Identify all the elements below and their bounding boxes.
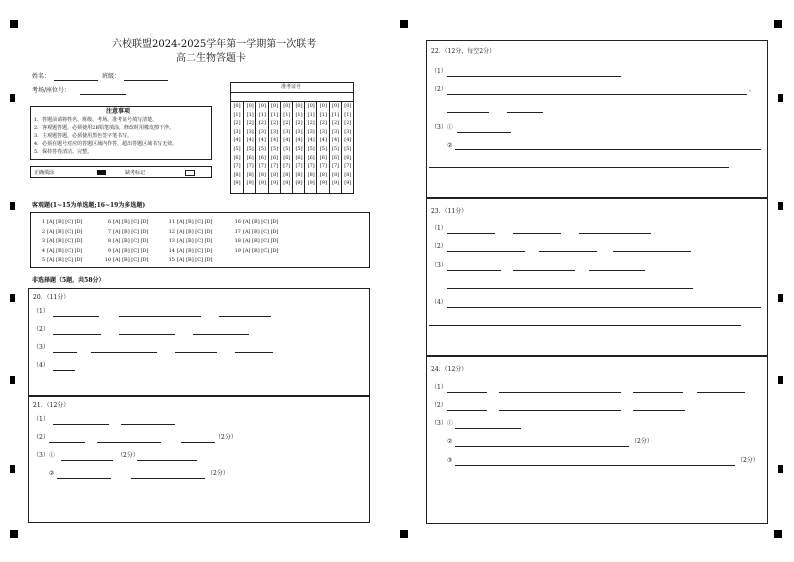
- answer-line[interactable]: [447, 233, 495, 234]
- q24-title: 24．（12分）: [431, 366, 468, 373]
- exam-id-bubble[interactable]: [2]: [319, 120, 327, 127]
- objective-question[interactable]: [103, 238, 149, 244]
- q24-box: [426, 356, 768, 524]
- q20-title: 20．（11分）: [33, 294, 70, 301]
- exam-id-column: [329, 102, 342, 194]
- answer-line[interactable]: [589, 270, 645, 271]
- class-label: 班级：: [102, 73, 121, 80]
- option-bubbles[interactable]: [A] [B] [C] [D]: [47, 238, 83, 245]
- exam-id-bubble[interactable]: [6]: [344, 154, 352, 161]
- exam-id-bubble[interactable]: [1]: [258, 111, 266, 118]
- exam-id-bubble[interactable]: [8]: [319, 171, 327, 178]
- exam-id-bubble[interactable]: [0]: [344, 103, 352, 109]
- exam-id-bubble[interactable]: [3]: [246, 128, 254, 135]
- exam-id-bubble[interactable]: [5]: [307, 145, 315, 152]
- exam-id-bubble[interactable]: [8]: [295, 171, 303, 178]
- exam-id-bubble[interactable]: [2]: [344, 120, 352, 127]
- question-number: 10: [104, 257, 111, 264]
- notice-title: 注意事项: [106, 108, 131, 115]
- objective-question[interactable]: [103, 257, 149, 263]
- exam-id-bubble[interactable]: [9]: [283, 180, 291, 187]
- q23-title: 23．（11分）: [431, 208, 468, 215]
- exam-id-bubble[interactable]: [6]: [271, 154, 279, 161]
- question-number: 11: [168, 219, 175, 225]
- exam-id-bubble[interactable]: [5]: [319, 145, 327, 152]
- name-field[interactable]: [54, 80, 98, 81]
- exam-id-bubble[interactable]: [0]: [332, 103, 340, 109]
- option-bubbles[interactable]: [A] [B] [C] [D]: [177, 247, 213, 254]
- objective-question[interactable]: [167, 219, 213, 225]
- exam-id-bubble[interactable]: [7]: [246, 163, 254, 170]
- answer-line[interactable]: [53, 334, 101, 335]
- answer-line[interactable]: [447, 392, 487, 393]
- question-number: 8: [107, 238, 111, 245]
- q23-row-label: （4）: [431, 299, 447, 306]
- exam-id-bubble[interactable]: [9]: [295, 180, 303, 187]
- timing-mark: [10, 94, 15, 102]
- question-number: 1: [41, 219, 45, 225]
- answer-line[interactable]: [97, 442, 161, 443]
- q24-row-label: （1）: [431, 384, 447, 391]
- question-number: 12: [168, 228, 175, 235]
- question-number: 19: [234, 247, 241, 254]
- exam-id-bubble[interactable]: [7]: [258, 163, 266, 170]
- q23-row-label: （1）: [431, 225, 447, 232]
- page-subtitle: 高二生物答题卡: [176, 53, 246, 64]
- exam-id-bubble[interactable]: [2]: [283, 120, 291, 127]
- objective-question[interactable]: [233, 238, 279, 244]
- exam-id-bubble[interactable]: [4]: [295, 137, 303, 144]
- period-mark: 。: [749, 86, 756, 93]
- circled-number: ②: [49, 470, 55, 477]
- exam-id-bubble[interactable]: [4]: [283, 137, 291, 144]
- page-title: 六校联盟2024-2025学年第一学期第一次联考: [112, 39, 317, 50]
- objective-question[interactable]: [37, 229, 83, 235]
- exam-id-bubble[interactable]: [5]: [344, 145, 352, 152]
- exam-id-bubble[interactable]: [3]: [233, 128, 241, 135]
- exam-id-bubble[interactable]: [5]: [258, 145, 266, 152]
- exam-id-bubble[interactable]: [6]: [295, 154, 303, 161]
- exam-id-bubble[interactable]: [5]: [271, 145, 279, 152]
- registration-mark: [400, 530, 408, 538]
- question-number: 7: [107, 228, 111, 235]
- answer-line[interactable]: [455, 149, 761, 150]
- exam-id-bubble[interactable]: [0]: [233, 103, 241, 109]
- exam-id-bubble[interactable]: [2]: [271, 120, 279, 127]
- exam-id-bubble[interactable]: [6]: [258, 154, 266, 161]
- exam-id-bubble[interactable]: [0]: [258, 103, 266, 109]
- answer-line[interactable]: [121, 424, 175, 425]
- exam-id-bubble[interactable]: [8]: [271, 171, 279, 178]
- answer-line[interactable]: [447, 270, 501, 271]
- exam-id-bubble[interactable]: [4]: [332, 137, 340, 144]
- exam-id-bubble[interactable]: [8]: [344, 171, 352, 178]
- q21-row-label: （3）①: [33, 452, 55, 459]
- answer-line[interactable]: [57, 478, 111, 479]
- answer-line[interactable]: [457, 132, 511, 133]
- answer-line[interactable]: [539, 251, 597, 252]
- timing-mark: [10, 294, 15, 302]
- exam-id-bubble[interactable]: [2]: [233, 120, 241, 127]
- question-number: 15: [168, 257, 175, 264]
- exam-id-bubble[interactable]: [3]: [283, 128, 291, 135]
- name-label: 姓名：: [32, 73, 51, 80]
- exam-id-column: [304, 102, 317, 194]
- answer-line[interactable]: [175, 352, 217, 353]
- exam-id-bubble[interactable]: [2]: [258, 120, 266, 127]
- answer-line[interactable]: [633, 410, 685, 411]
- exam-id-bubble[interactable]: [7]: [233, 163, 241, 170]
- objective-question[interactable]: [233, 229, 279, 235]
- registration-mark: [10, 20, 18, 28]
- q22-row-label: （1）: [431, 68, 447, 75]
- exam-id-bubble[interactable]: [4]: [319, 137, 327, 144]
- exam-id-bubble[interactable]: [9]: [307, 180, 315, 187]
- exam-id-bubble[interactable]: [1]: [233, 111, 241, 118]
- points-label: （2分）: [117, 452, 139, 459]
- exam-id-bubble[interactable]: [0]: [295, 103, 303, 109]
- q23-row-label: （3）: [431, 262, 447, 269]
- timing-mark: [778, 202, 783, 210]
- registration-mark: [774, 20, 782, 28]
- exam-id-bubble[interactable]: [1]: [246, 111, 254, 118]
- answer-line[interactable]: [219, 316, 271, 317]
- option-bubbles[interactable]: [A] [B] [C] [D]: [177, 238, 213, 245]
- exam-id-bubble[interactable]: [9]: [258, 180, 266, 187]
- option-bubbles[interactable]: [A] [B] [C] [D]: [113, 238, 149, 245]
- q21-row-label: （2）: [33, 434, 49, 441]
- exam-id-bubble[interactable]: [1]: [332, 111, 340, 118]
- exam-id-bubble[interactable]: [8]: [233, 171, 241, 178]
- objective-question[interactable]: [167, 248, 213, 254]
- option-bubbles[interactable]: [A] [B] [C] [D]: [243, 247, 279, 254]
- absent-label: 缺考标记: [125, 170, 146, 176]
- question-number: 3: [41, 238, 45, 245]
- answer-line[interactable]: [507, 112, 543, 113]
- question-number: 13: [168, 238, 175, 245]
- exam-id-bubble[interactable]: [9]: [344, 180, 352, 187]
- objective-question[interactable]: [37, 257, 83, 263]
- timing-mark: [10, 376, 15, 384]
- option-bubbles[interactable]: [A] [B] [C] [D]: [177, 219, 213, 225]
- exam-id-column: [316, 102, 329, 194]
- question-number: 17: [234, 228, 241, 235]
- q24-row-label: （3）①: [431, 420, 453, 427]
- exam-id-column: [231, 102, 243, 194]
- timing-mark: [778, 294, 783, 302]
- exam-id-bubble[interactable]: [7]: [307, 163, 315, 170]
- exam-id-bubble[interactable]: [9]: [319, 180, 327, 187]
- exam-id-column: [243, 102, 256, 194]
- option-bubbles[interactable]: [A] [B] [C] [D]: [113, 219, 149, 225]
- answer-line[interactable]: [53, 352, 77, 353]
- exam-id-bubble[interactable]: [3]: [295, 128, 303, 135]
- exam-id-bubble[interactable]: [5]: [233, 145, 241, 152]
- exam-id-bubble[interactable]: [3]: [258, 128, 266, 135]
- exam-id-bubble[interactable]: [4]: [271, 137, 279, 144]
- objective-question[interactable]: [233, 219, 279, 225]
- exam-id-column: [292, 102, 305, 194]
- answer-line[interactable]: [579, 233, 651, 234]
- exam-id-bubble[interactable]: [1]: [307, 111, 315, 118]
- exam-id-header-divider: [231, 92, 353, 93]
- exam-id-bubble[interactable]: [5]: [283, 145, 291, 152]
- exam-id-bubble[interactable]: [0]: [307, 103, 315, 109]
- answer-line[interactable]: [633, 392, 683, 393]
- exam-id-bubble[interactable]: [4]: [344, 137, 352, 144]
- objective-question[interactable]: [167, 229, 213, 235]
- objective-question[interactable]: [37, 248, 83, 254]
- exam-id-columns: [231, 102, 353, 194]
- option-bubbles[interactable]: [A] [B] [C] [D]: [47, 228, 83, 235]
- answer-line[interactable]: [499, 410, 621, 411]
- objective-question[interactable]: [167, 238, 213, 244]
- option-bubbles[interactable]: [A] [B] [C] [D]: [47, 257, 83, 264]
- answer-line[interactable]: [447, 76, 621, 77]
- answer-line[interactable]: [447, 112, 489, 113]
- answer-line[interactable]: [137, 460, 197, 461]
- answer-line[interactable]: [429, 325, 741, 326]
- answer-line[interactable]: [499, 392, 621, 393]
- registration-mark: [10, 530, 18, 538]
- option-bubbles[interactable]: [A] [B] [C] [D]: [113, 247, 149, 254]
- answer-line[interactable]: [53, 370, 75, 371]
- answer-line[interactable]: [513, 233, 561, 234]
- option-bubbles[interactable]: [A] [B] [C] [D]: [177, 257, 213, 264]
- notice-item: 3．主观题答题，必须使用黑色签字笔书写。: [34, 133, 133, 139]
- objective-question[interactable]: [103, 219, 149, 225]
- option-bubbles[interactable]: [A] [B] [C] [D]: [47, 247, 83, 254]
- exam-id-column: [280, 102, 293, 194]
- exam-id-column: [268, 102, 281, 194]
- exam-id-bubble[interactable]: [6]: [307, 154, 315, 161]
- exam-id-bubble[interactable]: [1]: [283, 111, 291, 118]
- exam-id-bubble[interactable]: [2]: [295, 120, 303, 127]
- exam-id-bubble[interactable]: [3]: [344, 128, 352, 135]
- answer-line[interactable]: [181, 442, 215, 443]
- exam-id-bubble[interactable]: [6]: [283, 154, 291, 161]
- exam-id-bubble[interactable]: [8]: [307, 171, 315, 178]
- exam-id-column: [341, 102, 354, 194]
- exam-id-bubble[interactable]: [3]: [307, 128, 315, 135]
- seat-label: 考场/座位号：: [32, 87, 71, 94]
- q21-row-label: （1）: [33, 416, 49, 423]
- option-bubbles[interactable]: [A] [B] [C] [D]: [47, 219, 83, 225]
- answer-line[interactable]: [447, 307, 761, 308]
- answer-line[interactable]: [53, 316, 99, 317]
- exam-id-bubble[interactable]: [5]: [295, 145, 303, 152]
- answer-line[interactable]: [447, 251, 525, 252]
- fill-example: [30, 166, 212, 178]
- q22-title: 22．（12分，每空2分）: [431, 48, 496, 55]
- exam-id-bubble[interactable]: [6]: [332, 154, 340, 161]
- seat-field[interactable]: [80, 94, 126, 95]
- answer-line[interactable]: [61, 460, 113, 461]
- exam-id-bubble[interactable]: [2]: [332, 120, 340, 127]
- exam-id-bubble[interactable]: [9]: [332, 180, 340, 187]
- q21-box: [28, 396, 370, 523]
- objective-box: [30, 212, 370, 268]
- answer-line[interactable]: [91, 352, 157, 353]
- absent-mark[interactable]: [185, 170, 195, 176]
- exam-id-bubble[interactable]: [5]: [332, 145, 340, 152]
- exam-id-column: [255, 102, 268, 194]
- answer-line[interactable]: [455, 465, 735, 466]
- correct-fill-label: 正确填涂: [34, 170, 55, 176]
- exam-id-bubble[interactable]: [0]: [319, 103, 327, 109]
- timing-mark: [778, 465, 783, 473]
- notice-item: 2．客观题答题，必须使用2B铅笔填涂，修改时用橡皮擦干净。: [34, 125, 175, 131]
- timing-mark: [10, 465, 15, 473]
- q23-row-label: （2）: [431, 243, 447, 250]
- q24-row-label: （2）: [431, 402, 447, 409]
- exam-id-bubble[interactable]: [7]: [271, 163, 279, 170]
- exam-id-bubble[interactable]: [6]: [246, 154, 254, 161]
- subjective-heading: 非选择题（5题，共58分）: [32, 277, 105, 284]
- objective-question[interactable]: [37, 219, 83, 225]
- notice-item: 4．必须在题号对应的答题区域内作答，超出答题区域书写无效。: [34, 141, 178, 147]
- option-bubbles[interactable]: [A] [B] [C] [D]: [243, 219, 279, 225]
- exam-id-bubble[interactable]: [2]: [307, 120, 315, 127]
- points-label: （2分）: [207, 470, 229, 477]
- exam-id-bubble[interactable]: [9]: [271, 180, 279, 187]
- objective-question[interactable]: [37, 238, 83, 244]
- exam-id-bubble[interactable]: [9]: [246, 180, 254, 187]
- answer-line[interactable]: [613, 251, 691, 252]
- exam-id-bubble[interactable]: [7]: [283, 163, 291, 170]
- exam-id-bubble[interactable]: [4]: [233, 137, 241, 144]
- circled-number: ②: [447, 142, 453, 149]
- answer-line[interactable]: [119, 316, 201, 317]
- exam-id-bubble[interactable]: [0]: [246, 103, 254, 109]
- question-number: 14: [168, 247, 175, 254]
- option-bubbles[interactable]: [A] [B] [C] [D]: [113, 257, 149, 264]
- exam-id-bubble[interactable]: [4]: [258, 137, 266, 144]
- answer-line[interactable]: [131, 478, 205, 479]
- q20-row-label: （2）: [33, 326, 49, 333]
- notice-item: 1．答题前请将姓名、班级、考场、准考证号填写清楚。: [34, 117, 158, 123]
- q22-box: [426, 40, 768, 198]
- exam-id-bubble[interactable]: [8]: [246, 171, 254, 178]
- answer-line[interactable]: [49, 442, 85, 443]
- objective-question[interactable]: [103, 229, 149, 235]
- points-label: （2分）: [215, 434, 237, 441]
- question-number: 5: [41, 257, 45, 264]
- exam-id-bubble[interactable]: [7]: [332, 163, 340, 170]
- answer-line[interactable]: [193, 334, 249, 335]
- objective-question[interactable]: [103, 248, 149, 254]
- exam-id-label: 准考证号: [281, 84, 302, 90]
- answer-line[interactable]: [513, 270, 575, 271]
- q23-box: [426, 198, 768, 356]
- exam-id-bubble[interactable]: [1]: [295, 111, 303, 118]
- points-label: （2分）: [631, 438, 653, 445]
- option-bubbles[interactable]: [A] [B] [C] [D]: [243, 238, 279, 245]
- answer-line[interactable]: [235, 352, 273, 353]
- timing-mark: [10, 202, 15, 210]
- correct-fill-mark: [97, 170, 106, 175]
- exam-id-bubble[interactable]: [4]: [307, 137, 315, 144]
- exam-id-bubble[interactable]: [3]: [319, 128, 327, 135]
- exam-id-bubble[interactable]: [7]: [344, 163, 352, 170]
- exam-id-bubble[interactable]: [5]: [246, 145, 254, 152]
- objective-columns: [37, 219, 367, 267]
- q22-row-label: （3）①: [431, 124, 453, 131]
- objective-question[interactable]: [167, 257, 213, 263]
- exam-id-bubble[interactable]: [8]: [258, 171, 266, 178]
- exam-id-bubble[interactable]: [0]: [271, 103, 279, 109]
- exam-id-bubble[interactable]: [3]: [271, 128, 279, 135]
- timing-mark: [778, 376, 783, 384]
- exam-id-bubble[interactable]: [3]: [332, 128, 340, 135]
- q21-title: 21．（12分）: [33, 402, 70, 409]
- q20-row-label: （3）: [33, 344, 49, 351]
- exam-id-bubble[interactable]: [2]: [246, 120, 254, 127]
- answer-line[interactable]: [53, 424, 109, 425]
- answer-line[interactable]: [447, 410, 487, 411]
- answer-line[interactable]: [447, 288, 693, 289]
- circled-number: ②: [447, 438, 453, 445]
- class-field[interactable]: [124, 80, 168, 81]
- answer-line[interactable]: [119, 334, 175, 335]
- q20-row-label: （4）: [33, 362, 49, 369]
- question-number: 9: [107, 247, 111, 254]
- objective-heading: 客观题(1~15为单选题;16~19为多选题): [32, 202, 146, 209]
- exam-id-bubble[interactable]: [1]: [344, 111, 352, 118]
- exam-id-bubble[interactable]: [6]: [319, 154, 327, 161]
- answer-line[interactable]: [697, 392, 745, 393]
- exam-id-bubble[interactable]: [8]: [332, 171, 340, 178]
- q22-row-label: （2）: [431, 86, 447, 93]
- circled-number: ③: [447, 457, 453, 464]
- q20-box: [28, 288, 370, 396]
- points-label: （2分）: [737, 457, 759, 464]
- option-bubbles[interactable]: [A] [B] [C] [D]: [243, 228, 279, 235]
- exam-id-bubble[interactable]: [9]: [233, 180, 241, 187]
- answer-line[interactable]: [455, 428, 521, 429]
- exam-id-grid: [230, 82, 354, 194]
- notice-box: [30, 106, 212, 160]
- question-number: 6: [107, 219, 111, 225]
- notice-item: 5．保持答卷清洁、完整。: [34, 149, 93, 155]
- question-number: 18: [234, 238, 241, 245]
- exam-id-bubble[interactable]: [7]: [295, 163, 303, 170]
- exam-id-bubble[interactable]: [8]: [283, 171, 291, 178]
- question-number: 4: [41, 247, 45, 254]
- option-bubbles[interactable]: [A] [B] [C] [D]: [177, 228, 213, 235]
- q20-row-label: （1）: [33, 308, 49, 315]
- answer-line[interactable]: [429, 167, 729, 168]
- exam-id-bubble[interactable]: [7]: [319, 163, 327, 170]
- timing-mark: [778, 94, 783, 102]
- question-number: 2: [41, 228, 45, 235]
- objective-question[interactable]: [233, 248, 279, 254]
- exam-id-bubble[interactable]: [1]: [271, 111, 279, 118]
- exam-id-bubble[interactable]: [4]: [246, 137, 254, 144]
- answer-line[interactable]: [455, 446, 629, 447]
- exam-id-bubble[interactable]: [1]: [319, 111, 327, 118]
- option-bubbles[interactable]: [A] [B] [C] [D]: [113, 228, 149, 235]
- exam-id-bubble[interactable]: [0]: [283, 103, 291, 109]
- registration-mark: [774, 530, 782, 538]
- question-number: 16: [234, 219, 241, 225]
- answer-line[interactable]: [447, 94, 747, 95]
- registration-mark: [400, 20, 408, 28]
- exam-id-bubble[interactable]: [6]: [233, 154, 241, 161]
